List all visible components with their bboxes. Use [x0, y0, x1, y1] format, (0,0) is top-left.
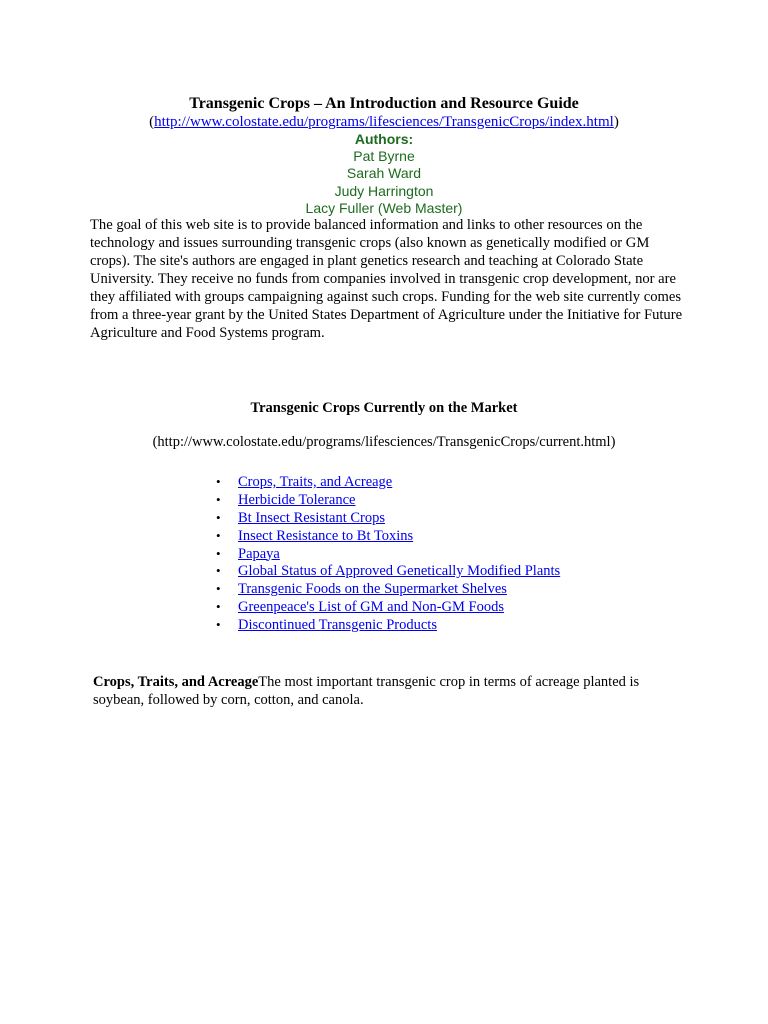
author-name: Lacy Fuller (Web Master)	[305, 199, 463, 216]
link-bt-insect-resistant-crops[interactable]: Bt Insect Resistant Crops	[238, 509, 386, 526]
list-item	[216, 473, 560, 491]
list-item	[216, 598, 560, 616]
section-heading: Transgenic Crops Currently on the Market	[250, 400, 518, 416]
source-url-link[interactable]: http://www.colostate.edu/programs/lifesciences/TransgenicCrops/index.html	[154, 114, 614, 130]
url-open-paren: (	[149, 114, 155, 130]
crops-heading: Crops, Traits, and Acreage	[93, 674, 259, 690]
list-item	[216, 509, 560, 527]
author-name: Judy Harrington	[334, 182, 434, 199]
link-papaya[interactable]: Papaya	[238, 545, 280, 562]
resource-link-list	[216, 473, 560, 634]
bullet-icon: •	[216, 527, 221, 543]
authors-block	[0, 131, 768, 217]
author-name: Sarah Ward	[346, 165, 422, 182]
list-item	[216, 545, 560, 563]
source-url-line	[0, 113, 768, 131]
bullet-icon: •	[216, 509, 221, 525]
list-item	[216, 580, 560, 598]
list-item	[216, 527, 560, 545]
bullet-icon: •	[216, 545, 221, 561]
bullet-icon: •	[216, 617, 221, 633]
list-item	[216, 491, 560, 509]
authors-heading: Authors:	[354, 131, 414, 147]
crops-text: The most important transgenic crop in terms of acreage planted is soybean, followed by corn, cotton, and canola.	[93, 674, 640, 708]
link-crops-traits-acreage[interactable]: Crops, Traits, and Acreage	[238, 474, 393, 490]
url-close-paren: )	[613, 114, 619, 130]
link-greenpeace-gm-list[interactable]: Greenpeace's List of GM and Non-GM Foods	[238, 599, 504, 616]
section-url: (http://www.colostate.edu/programs/lifesciences/TransgenicCrops/current.html)	[152, 434, 616, 450]
link-herbicide-tolerance[interactable]: Herbicide Tolerance	[238, 491, 356, 508]
bullet-icon: •	[216, 474, 221, 489]
intro-paragraph: The goal of this web site is to provide balanced information and links to other resources on the technology and issues surrounding transgenic crops (also known as genetically modified or GM crops). The site's authors are engaged in plant genetics research and teaching at Colorado State University. They receive no funds from companies involved in transgenic crop development, nor are they affiliated with groups campaigning against such crops. Funding for the web site currently comes from a three-year grant by the United States Department of Agriculture under the Initiative for Future Agriculture and Food Systems program.	[90, 217, 683, 341]
bullet-icon: •	[216, 599, 221, 615]
page-title: Transgenic Crops – An Introduction and Resource Guide	[189, 95, 579, 112]
link-discontinued-products[interactable]: Discontinued Transgenic Products	[238, 617, 437, 634]
bullet-icon: •	[216, 563, 221, 579]
crops-paragraph	[93, 673, 683, 709]
list-item	[216, 562, 560, 580]
link-insect-resistance-bt-toxins[interactable]: Insect Resistance to Bt Toxins	[238, 527, 414, 544]
author-name: Pat Byrne	[353, 148, 415, 165]
bullet-icon: •	[216, 491, 221, 507]
bullet-icon: •	[216, 581, 221, 597]
link-global-status-gm-plants[interactable]: Global Status of Approved Genetically Modified Plants	[238, 563, 561, 580]
list-item	[216, 616, 560, 634]
link-transgenic-foods-shelves[interactable]: Transgenic Foods on the Supermarket Shelves	[238, 581, 507, 598]
